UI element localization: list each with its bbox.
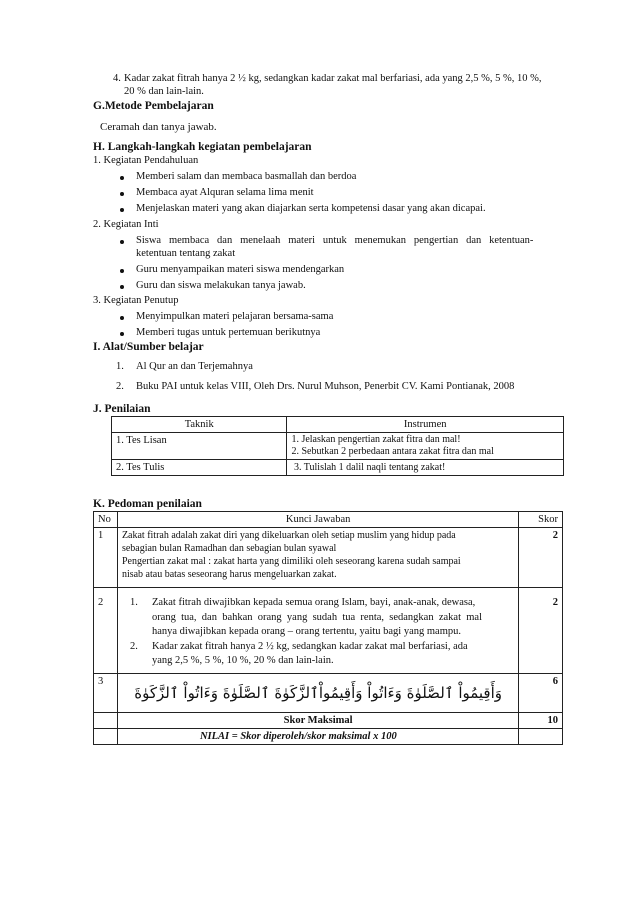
bullet-dot-icon: [120, 192, 124, 196]
answer-item-number: 2.: [129, 640, 138, 652]
teknik-cell: [112, 433, 287, 460]
skor-maksimal-value: 10: [519, 713, 563, 729]
step-2-bullet-3: Guru dan siswa melakukan tanya jawab.: [136, 280, 306, 291]
answer-line: Zakat fitrah adalah zakat diri yang dikeluarkan oleh setiap muslim yang hidup pada: [121, 530, 456, 541]
empty-cell: [94, 713, 118, 729]
answer-line: yang 2,5 %, 5 %, 10 %, 20 % dan lain-lain.: [151, 655, 334, 666]
table-row: [112, 433, 564, 460]
skor-cell: 6: [519, 674, 563, 713]
instrumen-line: 1. Jelaskan pengertian zakat fitra dan mal!: [291, 434, 461, 445]
table-row: [94, 674, 563, 713]
answer-line: Pengertian zakat mal : zakat harta yang dimiliki oleh seseorang karena sudah sampai: [121, 556, 461, 567]
answer-item-number: 1.: [129, 597, 138, 608]
teknik-text: 1. Tes Lisan: [116, 435, 167, 446]
step-3-bullet-1: Menyimpulkan materi pelajaran bersama-sama: [136, 311, 334, 322]
step-1-label: 1. Kegiatan Pendahuluan: [93, 155, 199, 166]
col-kunci-header: Kunci Jawaban: [117, 512, 518, 528]
step-2-label: 2. Kegiatan Inti: [93, 219, 159, 230]
step-2-bullet-2: Guru menyampaikan materi siswa mendengarkan: [136, 264, 345, 275]
rubric-table: [93, 511, 563, 745]
answer-cell: [117, 674, 518, 713]
source-1-text: Al Qur an dan Terjemahnya: [136, 361, 253, 372]
section-g-heading: G.Metode Pembelajaran: [93, 100, 214, 112]
top-item-number: 4.: [113, 73, 121, 84]
table-row: [112, 460, 564, 476]
col-teknik-header: Taknik: [112, 417, 287, 433]
answer-cell: [117, 588, 518, 674]
skor-cell: 2: [519, 588, 563, 674]
answer-line: hanya diwajibkan kepada orang – orang tertentu, yaitu bagi yang mampu.: [151, 626, 462, 637]
col-skor-header: Skor: [519, 512, 563, 528]
bullet-dot-icon: [120, 176, 124, 180]
bullet-dot-icon: [120, 269, 124, 273]
answer-item-2: [122, 640, 514, 669]
instrumen-line: 3. Tulislah 1 dalil naqli tentang zakat!: [291, 462, 446, 473]
answer-line: sebagian bulan Ramadhan dan sebagian bulan syawal: [121, 543, 337, 554]
bullet-dot-icon: [120, 332, 124, 336]
step-3-label: 3. Kegiatan Penutup: [93, 295, 179, 306]
row-no-cell: 3: [94, 674, 118, 713]
table-row: [94, 588, 563, 674]
section-h-heading: H. Langkah-langkah kegiatan pembelajaran: [93, 141, 312, 153]
step-1-bullet-3: Menjelaskan materi yang akan diajarkan serta kompetensi dasar yang akan dicapai.: [136, 203, 486, 214]
teknik-text: 2. Tes Tulis: [116, 462, 165, 473]
skor-cell: 2: [519, 528, 563, 588]
section-j-heading: J. Penilaian: [93, 403, 151, 415]
section-i-heading: I. Alat/Sumber belajar: [93, 341, 204, 353]
top-item-line1: Kadar zakat fitrah hanya 2 ½ kg, sedangkan kadar zakat mal berfariasi, ada yang 2,5 %, 5 %, 10 %,: [124, 73, 542, 84]
top-item-line2: 20 % dan lain-lain.: [124, 86, 204, 97]
source-2-number: 2.: [116, 381, 124, 392]
empty-cell: [94, 729, 118, 745]
instrumen-cell: [287, 433, 564, 460]
answer-line: orang tua, dan bahkan orang yang sudah tua renta, sedangkan zakat mal: [151, 611, 482, 623]
answer-item-1: [122, 596, 514, 640]
step-1-bullet-2: Membaca ayat Alquran selama lima menit: [136, 187, 314, 198]
bullet-dot-icon: [120, 285, 124, 289]
section-g-text: Ceramah dan tanya jawab.: [100, 121, 217, 133]
assessment-table: [111, 416, 564, 476]
nilai-formula: NILAI = Skor diperoleh/skor maksimal x 100: [117, 729, 518, 745]
row-no-cell: 2: [94, 588, 118, 674]
instrumen-cell: [287, 460, 564, 476]
empty-cell: [519, 729, 563, 745]
teknik-cell: [112, 460, 287, 476]
bullet-dot-icon: [120, 240, 124, 244]
step-2-bullet-1: Siswa membaca dan menelaah materi untuk menemukan pengertian dan ketentuan-: [136, 235, 534, 246]
arabic-verse: وَأَقِيمُواْ ٱلصَّلَوٰةَ وَءَاتُواْ وَأَقِيمُواْٱلزَّكَوٰةَ ٱلصَّلَوٰةَ وَءَاتُواْ ٱلزَّكَوٰةَ: [134, 683, 503, 702]
step-3-bullet-2: Memberi tugas untuk pertemuan berikutnya: [136, 327, 321, 338]
step-1-bullet-1: Memberi salam dan membaca basmallah dan berdoa: [136, 171, 357, 182]
source-2-text: Buku PAI untuk kelas VIII, Oleh Drs. Nurul Muhson, Penerbit CV. Kami Pontianak, 2008: [136, 381, 515, 392]
col-instrumen-header: Instrumen: [287, 417, 564, 433]
answer-cell: [117, 528, 518, 588]
source-1-number: 1.: [116, 361, 124, 372]
answer-line: Zakat fitrah diwajibkan kepada semua orang Islam, bayi, anak-anak, dewasa,: [151, 597, 476, 608]
bullet-dot-icon: [120, 208, 124, 212]
instrumen-line: 2. Sebutkan 2 perbedaan antara zakat fitra dan mal: [291, 446, 494, 457]
answer-line: Kadar zakat fitrah hanya 2 ½ kg, sedangkan kadar zakat mal berfariasi, ada: [151, 640, 468, 652]
bullet-dot-icon: [120, 316, 124, 320]
step-2-bullet-1-cont: ketentuan tentang zakat: [136, 248, 236, 259]
section-k-heading: K. Pedoman penilaian: [93, 498, 202, 510]
table-row: [94, 528, 563, 588]
skor-maksimal-label: Skor Maksimal: [117, 713, 518, 729]
answer-line: nisab atau batas seseorang harus mengeluarkan zakat.: [121, 569, 337, 580]
col-no-header: No: [94, 512, 118, 528]
row-no-cell: 1: [94, 528, 118, 588]
